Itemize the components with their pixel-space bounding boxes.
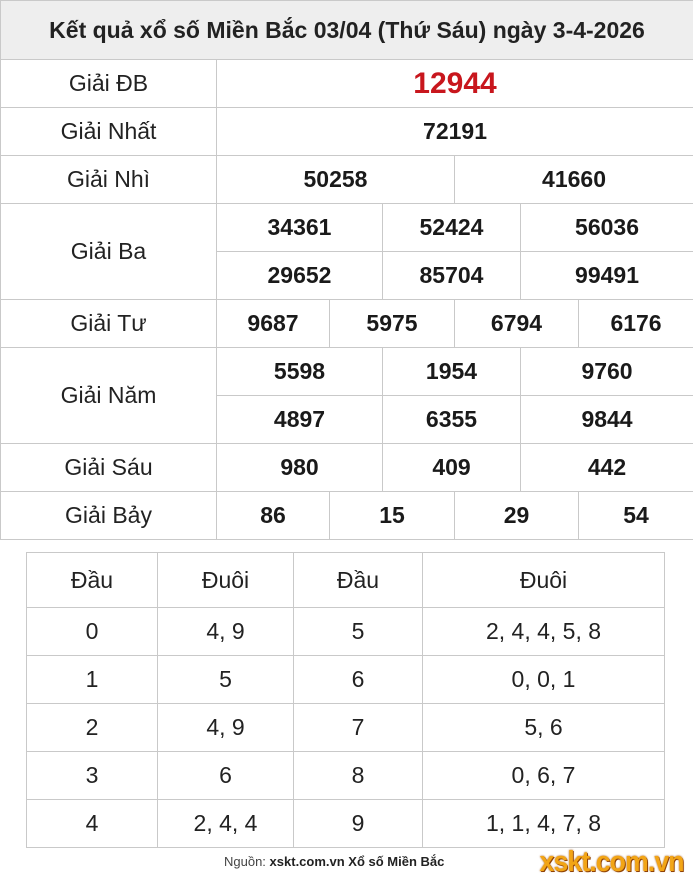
prize-label-tu: Giải Tư	[1, 300, 217, 348]
prize-sau-number: 980	[217, 444, 383, 492]
prize-ba-number: 52424	[383, 204, 521, 252]
source-prefix: Nguồn:	[224, 854, 266, 869]
prize-sau-number: 409	[383, 444, 521, 492]
loto-cell: 9	[294, 800, 423, 848]
prize-ba-number: 85704	[383, 252, 521, 300]
loto-row	[27, 752, 665, 800]
loto-cell: 5	[158, 656, 294, 704]
prize-nhi-number: 41660	[455, 156, 693, 204]
prize-sau-number: 442	[521, 444, 693, 492]
loto-cell: 6	[294, 656, 423, 704]
prize-nhi-number: 50258	[217, 156, 455, 204]
brand-logo[interactable]: xskt.com.vn	[540, 846, 684, 879]
loto-header-dau: Đầu	[27, 553, 158, 608]
loto-header-row	[27, 553, 665, 608]
prize-bay-number: 29	[455, 492, 579, 540]
source-link[interactable]: xskt.com.vn Xổ số Miền Bắc	[270, 854, 445, 869]
loto-cell: 0, 6, 7	[423, 752, 665, 800]
prize-label-db: Giải ĐB	[1, 60, 217, 108]
loto-cell: 1	[27, 656, 158, 704]
loto-cell: 5, 6	[423, 704, 665, 752]
prize-bay-number: 54	[579, 492, 693, 540]
prize-ba-number: 99491	[521, 252, 693, 300]
prize-label-sau: Giải Sáu	[1, 444, 217, 492]
prize-label-nhat: Giải Nhất	[1, 108, 217, 156]
loto-row	[27, 608, 665, 656]
loto-cell: 7	[294, 704, 423, 752]
prize-nam-number: 1954	[383, 348, 521, 396]
prize-bay-number: 86	[217, 492, 330, 540]
loto-cell: 0	[27, 608, 158, 656]
prize-label-nhi: Giải Nhì	[1, 156, 217, 204]
loto-row	[27, 704, 665, 752]
loto-cell: 4, 9	[158, 704, 294, 752]
loto-cell: 2, 4, 4	[158, 800, 294, 848]
loto-header-dau: Đầu	[294, 553, 423, 608]
loto-cell: 3	[27, 752, 158, 800]
loto-cell: 4	[27, 800, 158, 848]
loto-cell: 1, 1, 4, 7, 8	[423, 800, 665, 848]
prize-bay-number: 15	[330, 492, 455, 540]
loto-cell: 4, 9	[158, 608, 294, 656]
loto-cell: 5	[294, 608, 423, 656]
prize-tu-number: 9687	[217, 300, 330, 348]
prize-nam-number: 6355	[383, 396, 521, 444]
loto-cell: 2, 4, 4, 5, 8	[423, 608, 665, 656]
footer	[0, 849, 693, 878]
loto-row	[27, 800, 665, 848]
loto-header-duoi: Đuôi	[423, 553, 665, 608]
prize-ba-number: 29652	[217, 252, 383, 300]
loto-cell: 2	[27, 704, 158, 752]
prize-nhat-number: 72191	[217, 108, 693, 156]
loto-cell: 0, 0, 1	[423, 656, 665, 704]
loto-cell: 6	[158, 752, 294, 800]
prize-ba-number: 56036	[521, 204, 693, 252]
loto-row	[27, 656, 665, 704]
loto-cell: 8	[294, 752, 423, 800]
prize-label-ba: Giải Ba	[1, 204, 217, 300]
prize-nam-number: 9760	[521, 348, 693, 396]
prize-tu-number: 5975	[330, 300, 455, 348]
prize-label-nam: Giải Năm	[1, 348, 217, 444]
loto-table	[26, 552, 665, 848]
prize-nam-number: 5598	[217, 348, 383, 396]
loto-header-duoi: Đuôi	[158, 553, 294, 608]
prize-nam-number: 4897	[217, 396, 383, 444]
results-title: Kết quả xổ số Miền Bắc 03/04 (Thứ Sáu) ngày 3-4-2026	[1, 1, 693, 60]
prize-label-bay: Giải Bảy	[1, 492, 217, 540]
prize-ba-number: 34361	[217, 204, 383, 252]
prize-db-number: 12944	[217, 60, 693, 108]
prize-tu-number: 6794	[455, 300, 579, 348]
prize-tu-number: 6176	[579, 300, 693, 348]
prize-nam-number: 9844	[521, 396, 693, 444]
source-credit	[224, 854, 444, 869]
